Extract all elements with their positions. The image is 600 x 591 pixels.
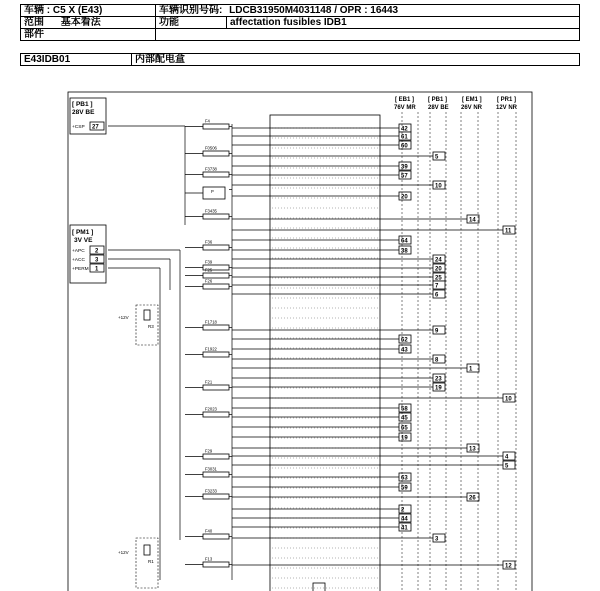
fuse-f4-body (203, 124, 229, 129)
pin-number: 8 (435, 357, 439, 364)
fuse-f3435-body (203, 214, 229, 219)
fuse-f25-label: F25 (205, 267, 213, 273)
pin-number: 42 (401, 126, 408, 133)
pm1-pin-label-apc: +APC (72, 249, 85, 254)
switch-symbol (313, 583, 325, 591)
pin-number: 7 (435, 283, 439, 290)
diagram-frame (68, 92, 532, 591)
vehicle-label: 车辆 : C5 X (E43) (21, 5, 156, 17)
function-label: 功能 (156, 17, 227, 29)
relay-2-label: R1 (148, 559, 154, 564)
pm1-pin-number-apc: 2 (95, 248, 99, 255)
pin-number: 23 (435, 376, 442, 383)
component-code: E43IDB01 (21, 54, 132, 66)
fuse-f13-label: F13 (205, 556, 213, 562)
pr1-connector-sub: 12V NR (496, 105, 518, 111)
pin-number: 59 (401, 485, 408, 492)
fuse-f1718-label: F1718 (205, 319, 217, 325)
pin-number: 3 (435, 536, 439, 543)
em1-connector-sub: 26V NR (461, 105, 483, 111)
pin-number: 4 (505, 454, 509, 461)
pin-number: 14 (469, 217, 476, 224)
eb1-connector-name: [ EB1 ] (395, 97, 415, 103)
pin-number: 63 (401, 475, 408, 482)
pin-number: 57 (401, 173, 408, 180)
em1-connector-name: [ EM1 ] (462, 97, 482, 103)
pin-number: 9 (435, 328, 439, 335)
fuse-f21-label: F21 (205, 379, 213, 385)
pin-number: 65 (401, 425, 408, 432)
pm1-pin-label-acc: +ACC (72, 258, 85, 263)
pm1-input-sub: 3V VE (74, 237, 93, 244)
fuse-f0506-body (203, 151, 229, 156)
distribution-block (270, 115, 380, 591)
fuse-f1718-body (203, 325, 229, 330)
fuse-f3233-label: F3233 (205, 488, 217, 494)
relay-2-coil (144, 545, 150, 555)
eb1-connector-sub: 76V MR (394, 105, 416, 111)
relay-1-label: R3 (148, 324, 154, 329)
pb1-connector-name: [ PB1 ] (428, 97, 448, 103)
pm1-pin-number-acc: 3 (95, 257, 99, 264)
fuse-f29-body (203, 454, 229, 459)
fuse-f40-label: F40 (205, 528, 213, 534)
fuse-f21-body (203, 385, 229, 390)
pin-number: 60 (401, 143, 408, 150)
fuse-p-label: P (211, 189, 214, 194)
pin-number: 24 (435, 257, 442, 264)
pin-number: 20 (435, 266, 442, 273)
pin-number: 12 (505, 563, 512, 570)
pb1-input-name: [ PB1 ] (72, 101, 93, 108)
pin-number: 1 (469, 366, 473, 373)
pm1-input-name: [ PM1 ] (72, 229, 94, 236)
fuse-f3233-body (203, 494, 229, 499)
fuse-f3031-body (203, 472, 229, 477)
fuse-f0506-label: F0506 (205, 145, 217, 151)
pin-number: 25 (435, 275, 442, 282)
pb1-pin-number: 27 (92, 124, 99, 131)
pin-number: 38 (401, 248, 408, 255)
scope-value: 基本看法 (60, 17, 101, 28)
wires (108, 112, 516, 591)
fuse-f26-label: F26 (205, 278, 213, 284)
pin-number: 20 (401, 194, 408, 201)
fuse-p-body (203, 187, 225, 199)
relay-1-body (136, 305, 158, 345)
pin-number: 58 (401, 406, 408, 413)
pm1-pin-number-perm: 1 (95, 266, 99, 273)
fuse-f26-body (203, 284, 229, 289)
fuse-f2023-body (203, 412, 229, 417)
pin-number: 10 (435, 183, 442, 190)
fuse-f3738-label: F3738 (205, 166, 217, 172)
relay-1-coil (144, 310, 150, 320)
pin-number: 45 (401, 415, 408, 422)
relay-2-body (136, 538, 158, 588)
relay-1 (118, 305, 158, 345)
pin-number: 5 (435, 154, 439, 161)
component-description: 内部配电盒 (132, 54, 580, 66)
fuse-f1922-label: F1922 (205, 346, 217, 352)
vin-label: 车辆识别号码: (159, 5, 223, 16)
relay-2 (118, 538, 158, 588)
pin-number: 44 (401, 516, 408, 523)
fuse-f36-label: F36 (205, 239, 213, 245)
pb1-connector-sub: 28V BE (428, 105, 449, 111)
fuse-f39-label: F39 (205, 259, 213, 265)
pin-number: 64 (401, 238, 408, 245)
pin-number: 13 (469, 446, 476, 453)
pb1-pin-label: +CSP (72, 125, 85, 130)
fuse-f36-body (203, 245, 229, 250)
pin-number: 43 (401, 347, 408, 354)
fuse-f1922-body (203, 352, 229, 357)
pm1-pin-label-perm: +PERM (72, 267, 89, 272)
pin-number: 26 (469, 495, 476, 502)
pr1-connector-name: [ PR1 ] (497, 97, 517, 103)
relay-2-supply-label: +12V (118, 550, 129, 555)
pin-number: 5 (505, 463, 509, 470)
fuse-f3738-body (203, 172, 229, 177)
pin-number: 11 (505, 228, 512, 235)
vin-value: LDCB31950M4031148 / OPR : 16443 (229, 5, 399, 16)
pin-number: 6 (435, 292, 439, 299)
component-label: 部件 (21, 29, 156, 41)
pin-number: 41 (401, 525, 408, 532)
relay-1-supply-label: +12V (118, 315, 129, 320)
pin-number: 61 (401, 134, 408, 141)
pin-number: 2 (401, 507, 405, 514)
fuse-f4-label: F4 (205, 118, 210, 124)
function-value: affectation fusibles IDB1 (227, 17, 580, 29)
fuse-f40-body (203, 534, 229, 539)
fuse-f3031-label: F3031 (205, 466, 217, 472)
pb1-input-sub: 28V BE (72, 109, 95, 116)
pin-number: 19 (401, 435, 408, 442)
pin-number: 39 (401, 164, 408, 171)
fuse-f25-body (203, 273, 229, 278)
pin-number: 62 (401, 337, 408, 344)
fuse-f13-body (203, 562, 229, 567)
pin-number: 19 (435, 385, 442, 392)
pin-number: 10 (505, 396, 512, 403)
scope-label: 范围 (24, 17, 44, 28)
fuse-f3435-label: F3435 (205, 208, 217, 214)
fuse-f29-label: F29 (205, 448, 213, 454)
fuse-f2023-label: F2023 (205, 406, 217, 412)
